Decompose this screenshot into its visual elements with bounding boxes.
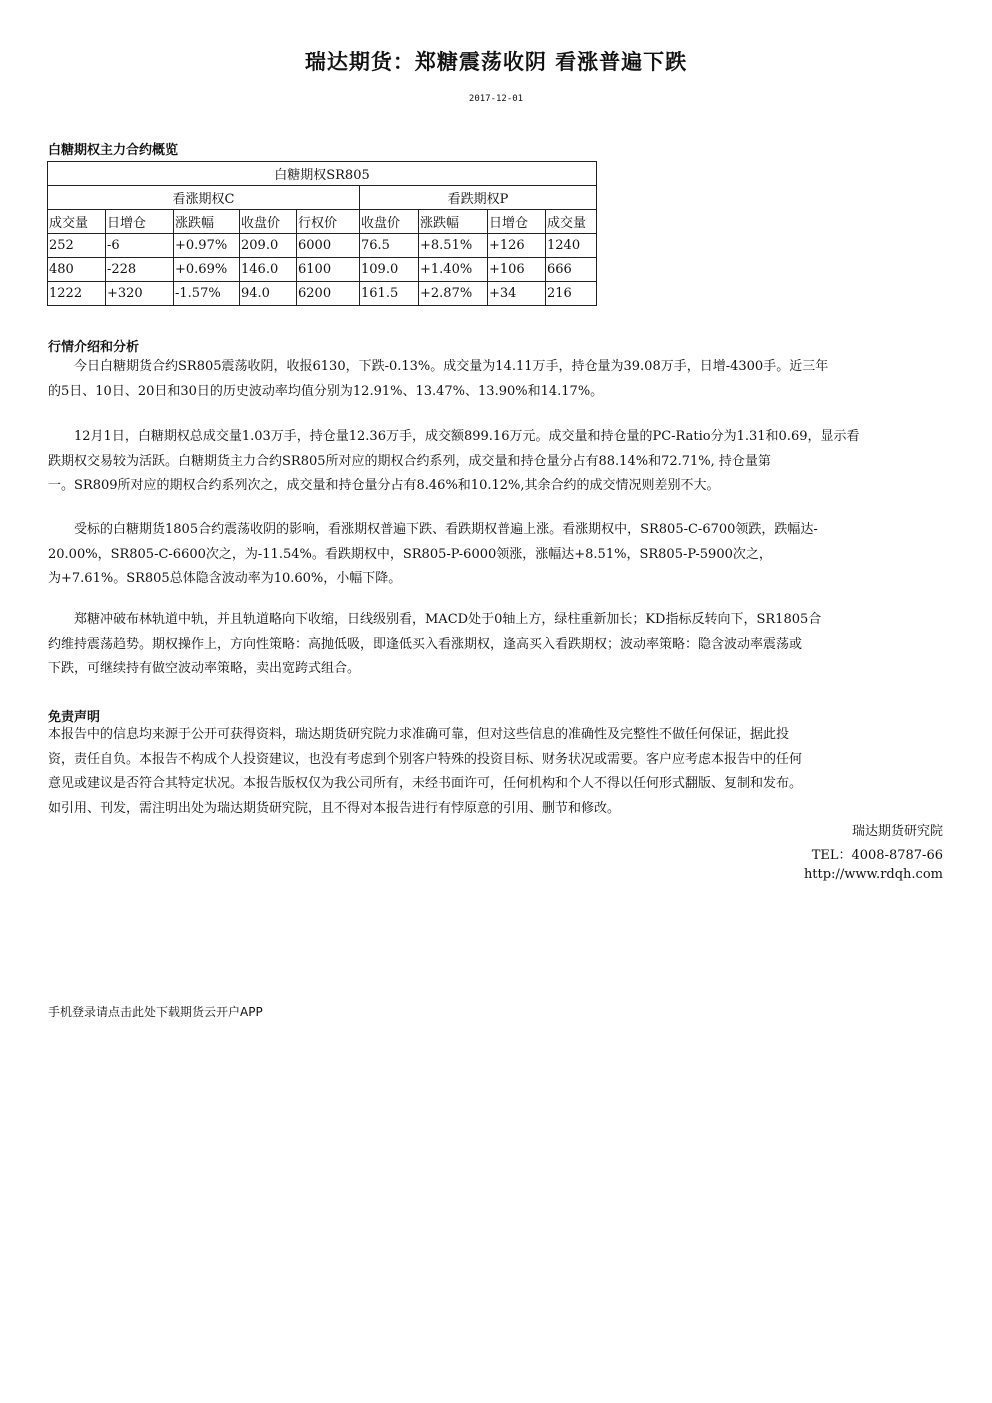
- report-title: 瑞达期货：郑糖震荡收阴 看涨普遍下跌: [304, 49, 688, 74]
- col-header: 成交量: [48, 210, 106, 234]
- options-overview-table: [47, 161, 597, 306]
- table-cell: 161.5: [360, 282, 419, 306]
- table-cell: +1.40%: [419, 258, 488, 282]
- table-cell: -228: [106, 258, 174, 282]
- analysis-paragraph-1: [48, 355, 943, 404]
- text-line: 如引用、刊发，需注明出处为瑞达期货研究院，且不得对本报告进行有悖原意的引用、删节和修改。: [48, 800, 621, 816]
- signature-url[interactable]: http://www.rdqh.com: [803, 867, 943, 882]
- col-header: 日增仓: [106, 210, 174, 234]
- col-header: 涨跌幅: [174, 210, 240, 234]
- app-download-link[interactable]: 手机登录请点击此处下载期货云开户APP: [48, 1005, 263, 1019]
- call-options-header: 看涨期权C: [48, 186, 360, 210]
- table-cell: +8.51%: [419, 234, 488, 258]
- signature-tel: TEL：4008-8787-66: [811, 848, 943, 863]
- table-cell: 1240: [546, 234, 597, 258]
- text-line: 20.00%，SR805-C-6600次之，为-11.54%。看跌期权中，SR805-P-6000领涨，涨幅达+8.51%，SR805-P-5900次之，: [48, 546, 772, 562]
- disclaimer-heading: 免责声明: [48, 710, 101, 725]
- text-line: 12月1日，白糖期权总成交量1.03万手，持仓量12.36万手，成交额899.16万元。成交量和持仓量的PC-Ratio分为1.31和0.69，显示看: [74, 429, 860, 444]
- report-date: 2017-12-01: [468, 94, 524, 104]
- col-header: 日增仓: [488, 210, 546, 234]
- table-cell: 252: [48, 234, 106, 258]
- analysis-paragraph-4: [48, 608, 943, 682]
- col-header: 成交量: [546, 210, 597, 234]
- table-cell: 480: [48, 258, 106, 282]
- table-cell: -1.57%: [174, 282, 240, 306]
- table-cell: 6100: [297, 258, 360, 282]
- text-line: 为+7.61%。SR805总体隐含波动率为10.60%，小幅下降。: [48, 571, 402, 586]
- table-cell: 6000: [297, 234, 360, 258]
- analysis-paragraph-3: [48, 518, 943, 592]
- text-line: 的5日、10日、20日和30日的历史波动率均值分别为12.91%、13.47%、13.90%和14.17%。: [48, 383, 604, 399]
- table-column-headers: [48, 210, 597, 234]
- text-line: 受标的白糖期货1805合约震荡收阴的影响，看涨期权普遍下跌、看跌期权普遍上涨。看涨期权中，SR805-C-6700领跌，跌幅达-: [74, 522, 818, 537]
- table-title: 白糖期权SR805: [48, 162, 597, 186]
- disclaimer-text: [48, 723, 943, 821]
- text-line: 意见或建议是否符合其特定状况。本报告版权仅为我公司所有，未经书面许可，任何机构和个人不得以任何形式翻版、复制和发布。: [48, 776, 803, 791]
- table-cell: 209.0: [240, 234, 297, 258]
- table-cell: +2.87%: [419, 282, 488, 306]
- col-header: 涨跌幅: [419, 210, 488, 234]
- table-cell: 109.0: [360, 258, 419, 282]
- table-cell: +34: [488, 282, 546, 306]
- analysis-paragraph-2: [48, 425, 943, 499]
- text-line: 约维持震荡趋势。期权操作上，方向性策略：高抛低吸，即逢低买入看涨期权，逢高买入看跌期权；波动率策略：隐含波动率震荡或: [48, 636, 803, 652]
- table-row: [48, 234, 597, 258]
- text-line: 一。SR809所对应的期权合约系列次之，成交量和持仓量分占有8.46%和10.12%,其余合约的成交情况则差别不大。: [48, 478, 720, 493]
- table-cell: +320: [106, 282, 174, 306]
- table-cell: +0.69%: [174, 258, 240, 282]
- table-cell: 94.0: [240, 282, 297, 306]
- table-cell: +0.97%: [174, 234, 240, 258]
- analysis-heading: 行情介绍和分析: [48, 340, 140, 355]
- signature-org: 瑞达期货研究院: [851, 824, 943, 839]
- col-header: 收盘价: [240, 210, 297, 234]
- table-cell: 6200: [297, 282, 360, 306]
- table-cell: +126: [488, 234, 546, 258]
- text-line: 跌期权交易较为活跃。白糖期货主力合约SR805所对应的期权合约系列，成交量和持仓量分占有88.14%和72.71%, 持仓量第: [48, 453, 771, 469]
- text-line: 郑糖冲破布林轨道中轨，并且轨道略向下收缩，日线级别看，MACD处于0轴上方，绿柱重新加长；KD指标反转向下，SR1805合: [74, 612, 822, 627]
- table-cell: 666: [546, 258, 597, 282]
- text-line: 下跌，可继续持有做空波动率策略，卖出宽跨式组合。: [48, 661, 361, 676]
- table-row: [48, 282, 597, 306]
- table-cell: 216: [546, 282, 597, 306]
- table-cell: 76.5: [360, 234, 419, 258]
- table-cell: 1222: [48, 282, 106, 306]
- overview-heading: 白糖期权主力合约概览: [48, 143, 179, 158]
- text-line: 资，责任自负。本报告不构成个人投资建议，也没有考虑到个别客户特殊的投资目标、财务状况或需要。客户应考虑本报告中的任何: [48, 751, 803, 767]
- text-line: 今日白糖期货合约SR805震荡收阴，收报6130，下跌-0.13%。成交量为14.11万手，持仓量为39.08万手，日增-4300手。近三年: [74, 359, 829, 374]
- put-options-header: 看跌期权P: [360, 186, 597, 210]
- col-header: 收盘价: [360, 210, 419, 234]
- col-header: 行权价: [297, 210, 360, 234]
- table-cell: +106: [488, 258, 546, 282]
- table-cell: 146.0: [240, 258, 297, 282]
- table-row: [48, 258, 597, 282]
- table-cell: -6: [106, 234, 174, 258]
- text-line: 本报告中的信息均来源于公开可获得资料，瑞达期货研究院力求准确可靠，但对这些信息的准确性及完整性不做任何保证，据此投: [48, 727, 790, 742]
